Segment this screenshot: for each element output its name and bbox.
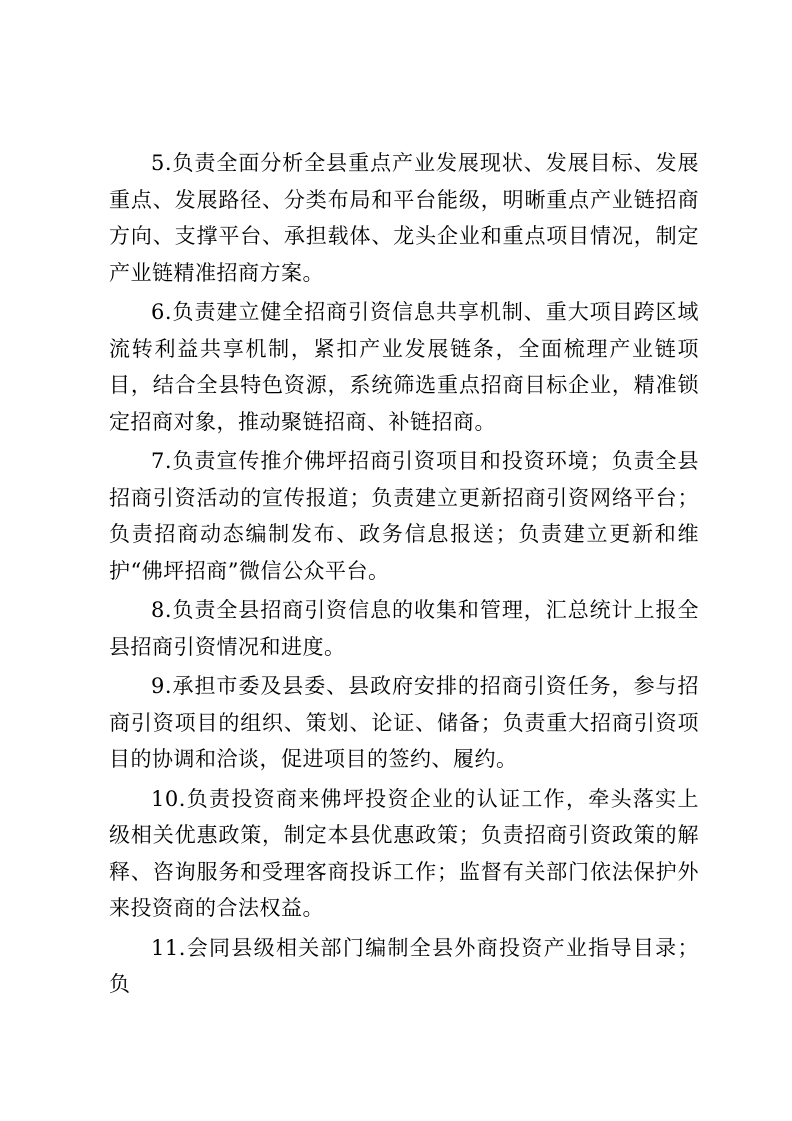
paragraph-item-6: 6.负责建立健全招商引资信息共享机制、重大项目跨区域流转利益共享机制，紧扣产业发展链条，全面梳理产业链项目，结合全县特色资源，系统筛选重点招商目标企业，精准锁定招商对象，推动聚链招商、补链招商。 [109, 300, 699, 434]
paragraph-item-11: 11.会同县级相关部门编制全县外商投资产业指导目录；负 [109, 935, 699, 996]
paragraph-item-10: 10.负责投资商来佛坪投资企业的认证工作，牵头落实上级相关优惠政策，制定本县优惠政策；负责招商引资政策的解释、咨询服务和受理客商投诉工作；监督有关部门依法保护外来投资商的合法权益。 [109, 786, 699, 920]
paragraph-item-7: 7.负责宣传推介佛坪招商引资项目和投资环境；负责全县招商引资活动的宣传报道；负责建立更新招商引资网络平台；负责招商动态编制发布、政务信息报送；负责建立更新和维护“佛坪招商”微信公众平台。 [109, 449, 699, 583]
document-body [109, 145, 699, 1006]
paragraph-item-8: 8.负责全县招商引资信息的收集和管理，汇总统计上报全县招商引资情况和进度。 [109, 598, 699, 659]
paragraph-item-9: 9.承担市委及县委、县政府安排的招商引资任务，参与招商引资项目的组织、策划、论证、储备；负责重大招商引资项目的协调和洽谈，促进项目的签约、履约。 [109, 674, 699, 771]
paragraph-item-5: 5.负责全面分析全县重点产业发展现状、发展目标、发展重点、发展路径、分类布局和平台能级，明晰重点产业链招商方向、支撑平台、承担载体、龙头企业和重点项目情况，制定产业链精准招商方案。 [109, 151, 699, 285]
